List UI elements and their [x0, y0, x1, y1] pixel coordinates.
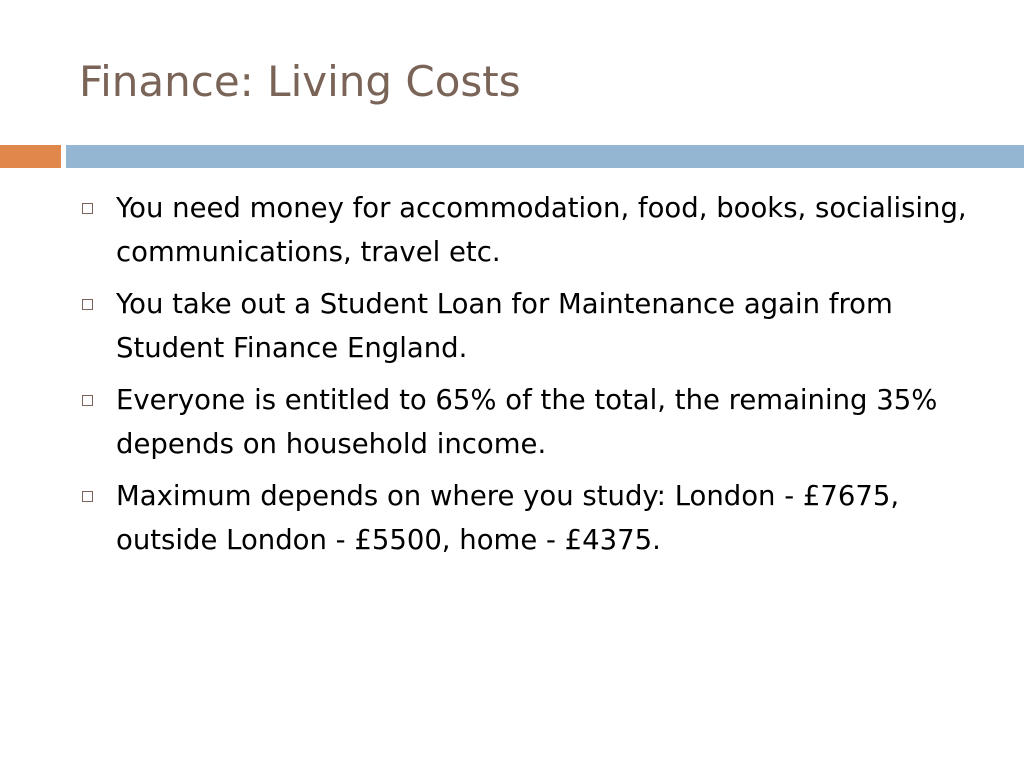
bullet-item	[78, 474, 978, 562]
bullet-item	[78, 378, 978, 466]
square-bullet-icon	[82, 491, 93, 502]
bullet-text: You need money for accommodation, food, books, socialising, communications, travel etc.	[116, 192, 967, 268]
bullet-list	[78, 186, 978, 570]
slide-title: Finance: Living Costs	[79, 57, 521, 106]
square-bullet-icon	[82, 299, 93, 310]
accent-bar-blue	[66, 145, 1024, 168]
bullet-text: Maximum depends on where you study: London - £7675, outside London - £5500, home - £4375.	[116, 480, 900, 556]
bullet-text: Everyone is entitled to 65% of the total, the remaining 35% depends on household income.	[116, 384, 938, 460]
bullet-text: You take out a Student Loan for Maintenance again from Student Finance England.	[116, 288, 893, 364]
bullet-item	[78, 186, 978, 274]
square-bullet-icon	[82, 395, 93, 406]
bullet-item	[78, 282, 978, 370]
square-bullet-icon	[82, 203, 93, 214]
accent-bar-orange	[0, 145, 61, 168]
